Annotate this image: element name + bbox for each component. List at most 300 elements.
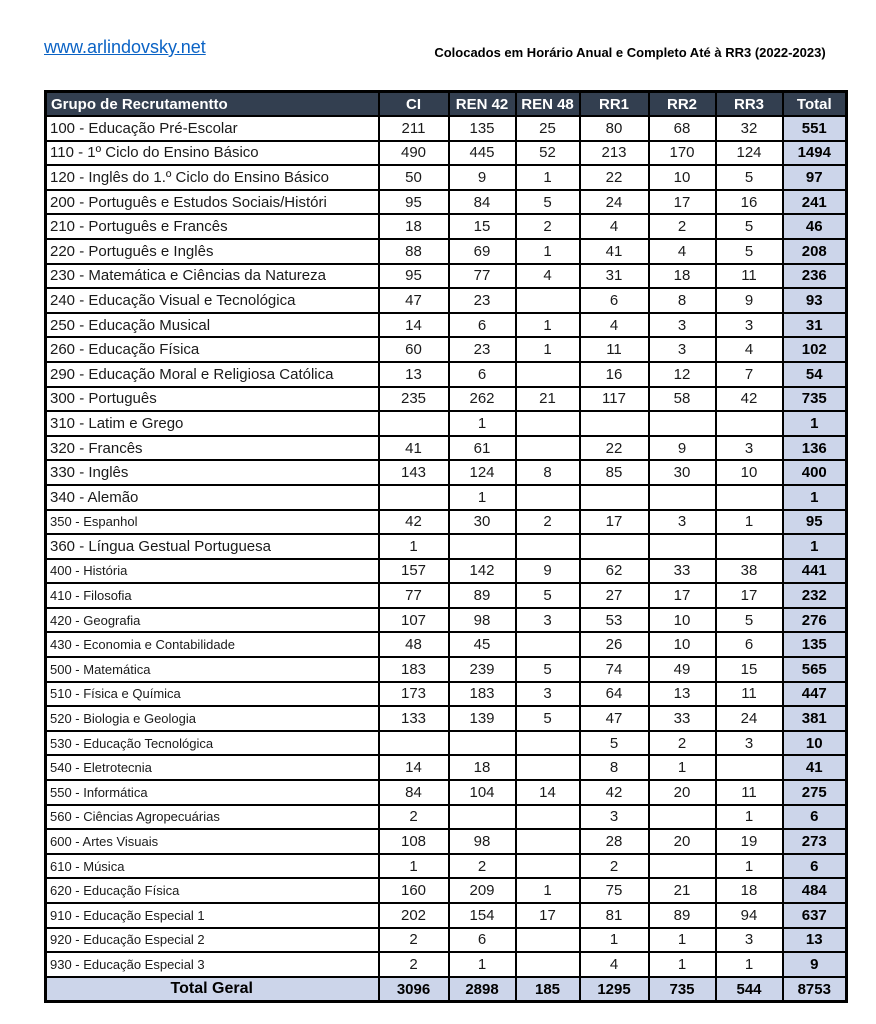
row-label: 310 - Latim e Grego xyxy=(46,411,379,436)
total-cell: 1 xyxy=(783,411,847,436)
value-cell: 3 xyxy=(716,436,783,461)
value-cell xyxy=(449,534,516,559)
row-label: 340 - Alemão xyxy=(46,485,379,510)
value-cell: 61 xyxy=(449,436,516,461)
value-cell: 47 xyxy=(580,706,649,731)
row-label: 600 - Artes Visuais xyxy=(46,829,379,854)
value-cell: 23 xyxy=(449,288,516,313)
value-cell xyxy=(379,485,449,510)
table-row xyxy=(46,608,847,633)
value-cell: 1 xyxy=(649,755,716,780)
value-cell: 25 xyxy=(516,116,580,141)
value-cell: 42 xyxy=(379,510,449,535)
value-cell: 213 xyxy=(580,141,649,166)
table-row xyxy=(46,141,847,166)
value-cell xyxy=(516,362,580,387)
value-cell: 80 xyxy=(580,116,649,141)
row-label: 260 - Educação Física xyxy=(46,337,379,362)
total-row xyxy=(46,977,847,1002)
value-cell: 1 xyxy=(580,928,649,953)
value-cell: 3 xyxy=(649,313,716,338)
value-cell: 2 xyxy=(580,854,649,879)
value-cell: 2 xyxy=(649,731,716,756)
value-cell: 31 xyxy=(580,264,649,289)
row-label: 230 - Matemática e Ciências da Natureza xyxy=(46,264,379,289)
value-cell: 490 xyxy=(379,141,449,166)
value-cell: 47 xyxy=(379,288,449,313)
table-row xyxy=(46,264,847,289)
row-label: 610 - Música xyxy=(46,854,379,879)
value-cell xyxy=(379,411,449,436)
site-link[interactable]: www.arlindovsky.net xyxy=(44,37,206,57)
value-cell: 16 xyxy=(716,190,783,215)
row-label: 350 - Espanhol xyxy=(46,510,379,535)
row-label: 560 - Ciências Agropecuárias xyxy=(46,805,379,830)
value-cell: 2 xyxy=(516,214,580,239)
total-cell: 400 xyxy=(783,460,847,485)
value-cell: 445 xyxy=(449,141,516,166)
value-cell: 49 xyxy=(649,657,716,682)
row-label: 530 - Educação Tecnológica xyxy=(46,731,379,756)
value-cell: 17 xyxy=(716,583,783,608)
col-header-total: Total xyxy=(783,92,847,117)
value-cell xyxy=(516,411,580,436)
total-cell: 95 xyxy=(783,510,847,535)
value-cell: 62 xyxy=(580,559,649,584)
total-cell: 136 xyxy=(783,436,847,461)
row-label: 330 - Inglês xyxy=(46,460,379,485)
total-cell: 6 xyxy=(783,854,847,879)
value-cell xyxy=(716,755,783,780)
value-cell: 6 xyxy=(449,313,516,338)
value-cell: 21 xyxy=(516,387,580,412)
value-cell: 3 xyxy=(516,608,580,633)
total-cell: 102 xyxy=(783,337,847,362)
value-cell: 17 xyxy=(649,190,716,215)
value-cell xyxy=(379,731,449,756)
value-cell: 21 xyxy=(649,878,716,903)
value-cell: 1 xyxy=(449,411,516,436)
value-cell: 124 xyxy=(449,460,516,485)
value-cell: 1 xyxy=(649,928,716,953)
row-label: 540 - Eletrotecnia xyxy=(46,755,379,780)
value-cell: 41 xyxy=(379,436,449,461)
value-cell: 1 xyxy=(716,805,783,830)
value-cell: 8 xyxy=(516,460,580,485)
value-cell: 3 xyxy=(649,337,716,362)
value-cell: 1 xyxy=(516,165,580,190)
total-row-value: 8753 xyxy=(783,977,847,1002)
value-cell: 17 xyxy=(516,903,580,928)
value-cell: 10 xyxy=(649,632,716,657)
value-cell: 58 xyxy=(649,387,716,412)
table-row xyxy=(46,214,847,239)
value-cell xyxy=(649,805,716,830)
row-label: 220 - Português e Inglês xyxy=(46,239,379,264)
col-header-grupo: Grupo de Recrutamentto xyxy=(46,92,379,117)
total-cell: 447 xyxy=(783,682,847,707)
value-cell xyxy=(580,485,649,510)
total-cell: 9 xyxy=(783,952,847,977)
value-cell: 1 xyxy=(649,952,716,977)
table-row xyxy=(46,682,847,707)
value-cell: 183 xyxy=(449,682,516,707)
value-cell: 10 xyxy=(649,165,716,190)
table-row xyxy=(46,485,847,510)
row-label: 360 - Língua Gestual Portuguesa xyxy=(46,534,379,559)
value-cell: 33 xyxy=(649,706,716,731)
row-label: 500 - Matemática xyxy=(46,657,379,682)
row-label: 400 - História xyxy=(46,559,379,584)
value-cell: 42 xyxy=(716,387,783,412)
value-cell: 5 xyxy=(716,214,783,239)
value-cell: 154 xyxy=(449,903,516,928)
value-cell: 84 xyxy=(379,780,449,805)
value-cell: 23 xyxy=(449,337,516,362)
value-cell: 95 xyxy=(379,264,449,289)
value-cell: 4 xyxy=(516,264,580,289)
value-cell: 1 xyxy=(516,878,580,903)
value-cell xyxy=(649,854,716,879)
value-cell: 13 xyxy=(649,682,716,707)
col-header-rr1: RR1 xyxy=(580,92,649,117)
row-label: 290 - Educação Moral e Religiosa Católica xyxy=(46,362,379,387)
row-label: 210 - Português e Francês xyxy=(46,214,379,239)
value-cell: 3 xyxy=(716,928,783,953)
table-row xyxy=(46,755,847,780)
value-cell: 5 xyxy=(516,190,580,215)
value-cell: 26 xyxy=(580,632,649,657)
value-cell xyxy=(716,485,783,510)
total-cell: 54 xyxy=(783,362,847,387)
table-row xyxy=(46,928,847,953)
value-cell: 1 xyxy=(449,952,516,977)
total-cell: 97 xyxy=(783,165,847,190)
value-cell: 42 xyxy=(580,780,649,805)
value-cell xyxy=(649,534,716,559)
value-cell: 24 xyxy=(580,190,649,215)
value-cell xyxy=(516,534,580,559)
value-cell: 2 xyxy=(379,952,449,977)
value-cell: 173 xyxy=(379,682,449,707)
total-cell: 441 xyxy=(783,559,847,584)
value-cell: 108 xyxy=(379,829,449,854)
total-cell: 276 xyxy=(783,608,847,633)
value-cell: 170 xyxy=(649,141,716,166)
value-cell: 48 xyxy=(379,632,449,657)
value-cell: 45 xyxy=(449,632,516,657)
table-body xyxy=(46,116,847,1002)
value-cell xyxy=(516,436,580,461)
total-row-value: 1295 xyxy=(580,977,649,1002)
row-label: 620 - Educação Física xyxy=(46,878,379,903)
total-cell: 1494 xyxy=(783,141,847,166)
value-cell: 20 xyxy=(649,829,716,854)
value-cell: 1 xyxy=(716,952,783,977)
value-cell: 135 xyxy=(449,116,516,141)
value-cell: 2 xyxy=(379,805,449,830)
value-cell: 22 xyxy=(580,436,649,461)
value-cell: 53 xyxy=(580,608,649,633)
value-cell: 3 xyxy=(580,805,649,830)
total-cell: 135 xyxy=(783,632,847,657)
value-cell: 11 xyxy=(716,682,783,707)
value-cell: 4 xyxy=(649,239,716,264)
value-cell: 17 xyxy=(580,510,649,535)
value-cell xyxy=(516,288,580,313)
value-cell: 6 xyxy=(716,632,783,657)
row-label: 320 - Francês xyxy=(46,436,379,461)
total-row-value: 2898 xyxy=(449,977,516,1002)
table-row xyxy=(46,387,847,412)
table-row xyxy=(46,534,847,559)
table-row xyxy=(46,559,847,584)
row-label: 430 - Economia e Contabilidade xyxy=(46,632,379,657)
value-cell: 5 xyxy=(716,608,783,633)
row-label: 240 - Educação Visual e Tecnológica xyxy=(46,288,379,313)
value-cell: 8 xyxy=(649,288,716,313)
total-cell: 208 xyxy=(783,239,847,264)
value-cell: 32 xyxy=(716,116,783,141)
value-cell xyxy=(516,731,580,756)
table-row xyxy=(46,510,847,535)
value-cell: 3 xyxy=(716,731,783,756)
table-row xyxy=(46,583,847,608)
table-row xyxy=(46,952,847,977)
total-row-value: 735 xyxy=(649,977,716,1002)
table-row xyxy=(46,854,847,879)
value-cell: 69 xyxy=(449,239,516,264)
value-cell: 235 xyxy=(379,387,449,412)
total-cell: 241 xyxy=(783,190,847,215)
total-row-value: 3096 xyxy=(379,977,449,1002)
total-cell: 93 xyxy=(783,288,847,313)
value-cell: 9 xyxy=(449,165,516,190)
value-cell xyxy=(449,805,516,830)
value-cell: 1 xyxy=(516,337,580,362)
table-row xyxy=(46,313,847,338)
value-cell: 1 xyxy=(379,534,449,559)
value-cell: 142 xyxy=(449,559,516,584)
table-row xyxy=(46,337,847,362)
table-row xyxy=(46,632,847,657)
value-cell: 3 xyxy=(716,313,783,338)
table-row xyxy=(46,436,847,461)
value-cell: 15 xyxy=(449,214,516,239)
value-cell: 41 xyxy=(580,239,649,264)
value-cell: 60 xyxy=(379,337,449,362)
value-cell: 6 xyxy=(449,362,516,387)
value-cell: 9 xyxy=(716,288,783,313)
col-header-ci: CI xyxy=(379,92,449,117)
value-cell: 11 xyxy=(716,780,783,805)
value-cell: 84 xyxy=(449,190,516,215)
value-cell: 89 xyxy=(449,583,516,608)
value-cell: 16 xyxy=(580,362,649,387)
value-cell: 5 xyxy=(516,706,580,731)
value-cell: 211 xyxy=(379,116,449,141)
value-cell: 183 xyxy=(379,657,449,682)
value-cell: 5 xyxy=(716,239,783,264)
total-cell: 1 xyxy=(783,534,847,559)
value-cell: 139 xyxy=(449,706,516,731)
value-cell: 2 xyxy=(379,928,449,953)
value-cell: 2 xyxy=(516,510,580,535)
total-cell: 10 xyxy=(783,731,847,756)
value-cell: 52 xyxy=(516,141,580,166)
value-cell: 10 xyxy=(716,460,783,485)
value-cell: 117 xyxy=(580,387,649,412)
value-cell: 9 xyxy=(649,436,716,461)
value-cell: 20 xyxy=(649,780,716,805)
row-label: 110 - 1º Ciclo do Ensino Básico xyxy=(46,141,379,166)
value-cell: 75 xyxy=(580,878,649,903)
value-cell: 98 xyxy=(449,608,516,633)
value-cell: 2 xyxy=(649,214,716,239)
value-cell: 64 xyxy=(580,682,649,707)
value-cell xyxy=(649,411,716,436)
value-cell: 262 xyxy=(449,387,516,412)
value-cell: 5 xyxy=(516,657,580,682)
row-label: 420 - Geografia xyxy=(46,608,379,633)
value-cell xyxy=(716,534,783,559)
value-cell: 1 xyxy=(379,854,449,879)
table-row xyxy=(46,239,847,264)
value-cell: 14 xyxy=(379,755,449,780)
value-cell: 1 xyxy=(516,313,580,338)
value-cell: 28 xyxy=(580,829,649,854)
row-label: 910 - Educação Especial 1 xyxy=(46,903,379,928)
value-cell: 4 xyxy=(580,214,649,239)
value-cell: 94 xyxy=(716,903,783,928)
value-cell: 9 xyxy=(516,559,580,584)
value-cell: 33 xyxy=(649,559,716,584)
value-cell: 4 xyxy=(580,952,649,977)
value-cell: 24 xyxy=(716,706,783,731)
total-cell: 236 xyxy=(783,264,847,289)
value-cell: 3 xyxy=(649,510,716,535)
table-row xyxy=(46,165,847,190)
total-cell: 6 xyxy=(783,805,847,830)
table-row xyxy=(46,362,847,387)
value-cell xyxy=(649,485,716,510)
col-header-ren48: REN 48 xyxy=(516,92,580,117)
total-cell: 1 xyxy=(783,485,847,510)
total-row-label: Total Geral xyxy=(46,977,379,1002)
row-label: 520 - Biologia e Geologia xyxy=(46,706,379,731)
value-cell xyxy=(516,854,580,879)
total-cell: 275 xyxy=(783,780,847,805)
value-cell: 98 xyxy=(449,829,516,854)
table-row xyxy=(46,657,847,682)
value-cell: 77 xyxy=(379,583,449,608)
row-label: 930 - Educação Especial 3 xyxy=(46,952,379,977)
value-cell: 4 xyxy=(580,313,649,338)
total-cell: 41 xyxy=(783,755,847,780)
value-cell xyxy=(580,411,649,436)
value-cell: 85 xyxy=(580,460,649,485)
value-cell: 95 xyxy=(379,190,449,215)
table-header-row xyxy=(46,92,847,117)
table-row xyxy=(46,731,847,756)
col-header-rr3: RR3 xyxy=(716,92,783,117)
value-cell: 5 xyxy=(716,165,783,190)
value-cell: 13 xyxy=(379,362,449,387)
value-cell: 1 xyxy=(716,510,783,535)
value-cell: 107 xyxy=(379,608,449,633)
value-cell xyxy=(516,632,580,657)
value-cell: 1 xyxy=(716,854,783,879)
row-label: 920 - Educação Especial 2 xyxy=(46,928,379,953)
value-cell xyxy=(516,928,580,953)
value-cell: 5 xyxy=(516,583,580,608)
value-cell: 17 xyxy=(649,583,716,608)
value-cell xyxy=(449,731,516,756)
value-cell: 14 xyxy=(516,780,580,805)
value-cell: 10 xyxy=(649,608,716,633)
total-row-value: 185 xyxy=(516,977,580,1002)
col-header-rr2: RR2 xyxy=(649,92,716,117)
value-cell: 18 xyxy=(379,214,449,239)
value-cell: 14 xyxy=(379,313,449,338)
table-row xyxy=(46,460,847,485)
value-cell: 157 xyxy=(379,559,449,584)
table-row xyxy=(46,411,847,436)
value-cell: 30 xyxy=(649,460,716,485)
row-label: 410 - Filosofia xyxy=(46,583,379,608)
value-cell: 11 xyxy=(716,264,783,289)
total-cell: 31 xyxy=(783,313,847,338)
table-row xyxy=(46,190,847,215)
value-cell: 77 xyxy=(449,264,516,289)
row-label: 300 - Português xyxy=(46,387,379,412)
value-cell xyxy=(580,534,649,559)
value-cell: 143 xyxy=(379,460,449,485)
value-cell: 27 xyxy=(580,583,649,608)
value-cell xyxy=(516,952,580,977)
table-row xyxy=(46,805,847,830)
col-header-ren42: REN 42 xyxy=(449,92,516,117)
total-cell: 46 xyxy=(783,214,847,239)
value-cell: 8 xyxy=(580,755,649,780)
value-cell: 15 xyxy=(716,657,783,682)
value-cell: 38 xyxy=(716,559,783,584)
table-row xyxy=(46,780,847,805)
row-label: 100 - Educação Pré-Escolar xyxy=(46,116,379,141)
value-cell: 81 xyxy=(580,903,649,928)
value-cell: 124 xyxy=(716,141,783,166)
value-cell: 18 xyxy=(649,264,716,289)
value-cell: 89 xyxy=(649,903,716,928)
value-cell: 18 xyxy=(716,878,783,903)
value-cell: 74 xyxy=(580,657,649,682)
value-cell: 133 xyxy=(379,706,449,731)
value-cell: 3 xyxy=(516,682,580,707)
table-row xyxy=(46,829,847,854)
value-cell: 202 xyxy=(379,903,449,928)
row-label: 250 - Educação Musical xyxy=(46,313,379,338)
total-cell: 637 xyxy=(783,903,847,928)
total-cell: 232 xyxy=(783,583,847,608)
value-cell: 12 xyxy=(649,362,716,387)
table-row xyxy=(46,878,847,903)
value-cell xyxy=(516,755,580,780)
value-cell: 88 xyxy=(379,239,449,264)
total-cell: 273 xyxy=(783,829,847,854)
table-row xyxy=(46,903,847,928)
value-cell: 22 xyxy=(580,165,649,190)
total-cell: 735 xyxy=(783,387,847,412)
